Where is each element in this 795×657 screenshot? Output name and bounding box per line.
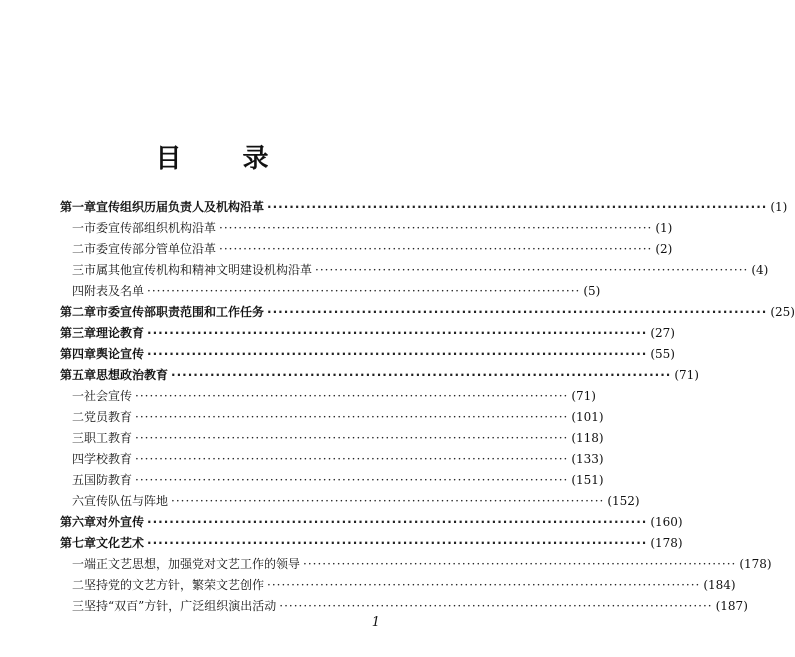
toc-entry-page: (151)	[571, 473, 604, 487]
toc-chapter-row	[60, 534, 683, 555]
toc-entry-number: 二	[72, 410, 85, 424]
toc-entry-number: 三	[72, 431, 85, 445]
toc-entry-page: (101)	[571, 410, 604, 424]
toc-entry-number: 三	[72, 263, 85, 277]
toc-entry-number: 二	[72, 242, 85, 256]
toc-entry-number: 第三章	[60, 326, 97, 340]
toc-entry-title: 端正文艺思想，加强党对文艺工作的领导	[84, 557, 301, 571]
toc-entry-title: 附表及名单	[84, 284, 145, 298]
toc-entry-page: (178)	[739, 557, 772, 571]
toc-entry-number: 第四章	[60, 347, 97, 361]
toc-entry-number: 第六章	[60, 515, 97, 529]
dot-leader	[135, 410, 568, 424]
dot-leader	[147, 347, 647, 361]
toc-section-row	[60, 450, 604, 471]
dot-leader	[267, 200, 767, 214]
toc-entry-title: 职工教育	[84, 431, 133, 445]
toc-section-row	[60, 387, 596, 408]
toc-entry-page: (27)	[650, 326, 675, 340]
toc-entry-number: 一	[72, 221, 85, 235]
toc-entry-number: 第二章	[60, 305, 97, 319]
dot-leader	[279, 599, 712, 613]
toc-entry-title: 市委宣传部分管单位沿革	[84, 242, 217, 256]
dot-leader	[147, 536, 647, 550]
toc-chapter-row	[60, 366, 699, 387]
toc-entry-page: (55)	[650, 347, 675, 361]
toc-entry-title: 社会宣传	[84, 389, 133, 403]
toc-entry-page: (133)	[571, 452, 604, 466]
toc-entry-number: 四	[72, 284, 85, 298]
toc-entry-title: 市委宣传部组织机构沿革	[84, 221, 217, 235]
toc-entry-title: 舆论宣传	[96, 347, 145, 361]
toc-entry-title: 学校教育	[84, 452, 133, 466]
dot-leader	[135, 389, 568, 403]
toc-entry-page: (71)	[674, 368, 699, 382]
dot-leader	[171, 494, 604, 508]
table-of-contents	[60, 198, 795, 618]
toc-entry-page: (1)	[655, 221, 673, 235]
dot-leader	[267, 578, 700, 592]
toc-entry-page: (187)	[715, 599, 748, 613]
toc-section-row	[60, 282, 601, 303]
toc-section-row	[60, 492, 640, 513]
toc-entry-page: (71)	[571, 389, 596, 403]
toc-chapter-row	[60, 513, 683, 534]
toc-entry-number: 五	[72, 473, 85, 487]
toc-entry-number: 第七章	[60, 536, 97, 550]
toc-entry-number: 第五章	[60, 368, 97, 382]
toc-entry-number: 六	[72, 494, 85, 508]
dot-leader	[147, 284, 580, 298]
toc-entry-number: 三	[72, 599, 85, 613]
toc-entry-page: (152)	[607, 494, 640, 508]
toc-entry-title: 市委宣传部职责范围和工作任务	[96, 305, 265, 319]
toc-chapter-row	[60, 198, 788, 219]
dot-leader	[171, 368, 671, 382]
toc-chapter-row	[60, 345, 675, 366]
toc-entry-title: 宣传队伍与阵地	[84, 494, 169, 508]
toc-entry-number: 四	[72, 452, 85, 466]
toc-entry-page: (25)	[770, 305, 795, 319]
toc-section-row	[60, 408, 604, 429]
toc-entry-page: (178)	[650, 536, 683, 550]
toc-chapter-row	[60, 324, 675, 345]
toc-section-row	[60, 240, 673, 261]
toc-entry-page: (2)	[655, 242, 673, 256]
dot-leader	[267, 305, 767, 319]
dot-leader	[315, 263, 748, 277]
dot-leader	[135, 452, 568, 466]
dot-leader	[219, 221, 652, 235]
dot-leader	[135, 431, 568, 445]
toc-section-row	[60, 471, 604, 492]
toc-chapter-row	[60, 303, 795, 324]
toc-entry-page: (5)	[583, 284, 601, 298]
toc-entry-title: 党员教育	[84, 410, 133, 424]
dot-leader	[219, 242, 652, 256]
toc-entry-number: 二	[72, 578, 85, 592]
toc-entry-title: 市属其他宣传机构和精神文明建设机构沿革	[84, 263, 313, 277]
toc-entry-page: (1)	[770, 200, 788, 214]
page-title: 目 录	[155, 144, 295, 174]
dot-leader	[147, 326, 647, 340]
toc-entry-title: 宣传组织历届负责人及机构沿革	[96, 200, 265, 214]
toc-entry-title: 对外宣传	[96, 515, 145, 529]
toc-entry-title: 理论教育	[96, 326, 145, 340]
toc-entry-title: 国防教育	[84, 473, 133, 487]
toc-entry-number: 一	[72, 557, 85, 571]
toc-section-row	[60, 597, 748, 618]
toc-entry-title: 坚持党的文艺方针，繁荣文艺创作	[84, 578, 265, 592]
dot-leader	[147, 515, 647, 529]
toc-section-row	[60, 219, 673, 240]
toc-entry-number: 第一章	[60, 200, 97, 214]
toc-section-row	[60, 429, 604, 450]
toc-entry-page: (4)	[751, 263, 769, 277]
toc-section-row	[60, 261, 769, 282]
dot-leader	[135, 473, 568, 487]
toc-section-row	[60, 576, 736, 597]
toc-section-row	[60, 555, 772, 576]
toc-entry-title: 文化艺术	[96, 536, 145, 550]
page-number: 1	[371, 615, 380, 630]
toc-entry-page: (184)	[703, 578, 736, 592]
toc-entry-title: 思想政治教育	[96, 368, 169, 382]
toc-entry-number: 一	[72, 389, 85, 403]
toc-entry-title: 坚持“双百”方针，广泛组织演出活动	[84, 599, 277, 613]
toc-entry-page: (160)	[650, 515, 683, 529]
dot-leader	[303, 557, 736, 571]
toc-entry-page: (118)	[571, 431, 604, 445]
